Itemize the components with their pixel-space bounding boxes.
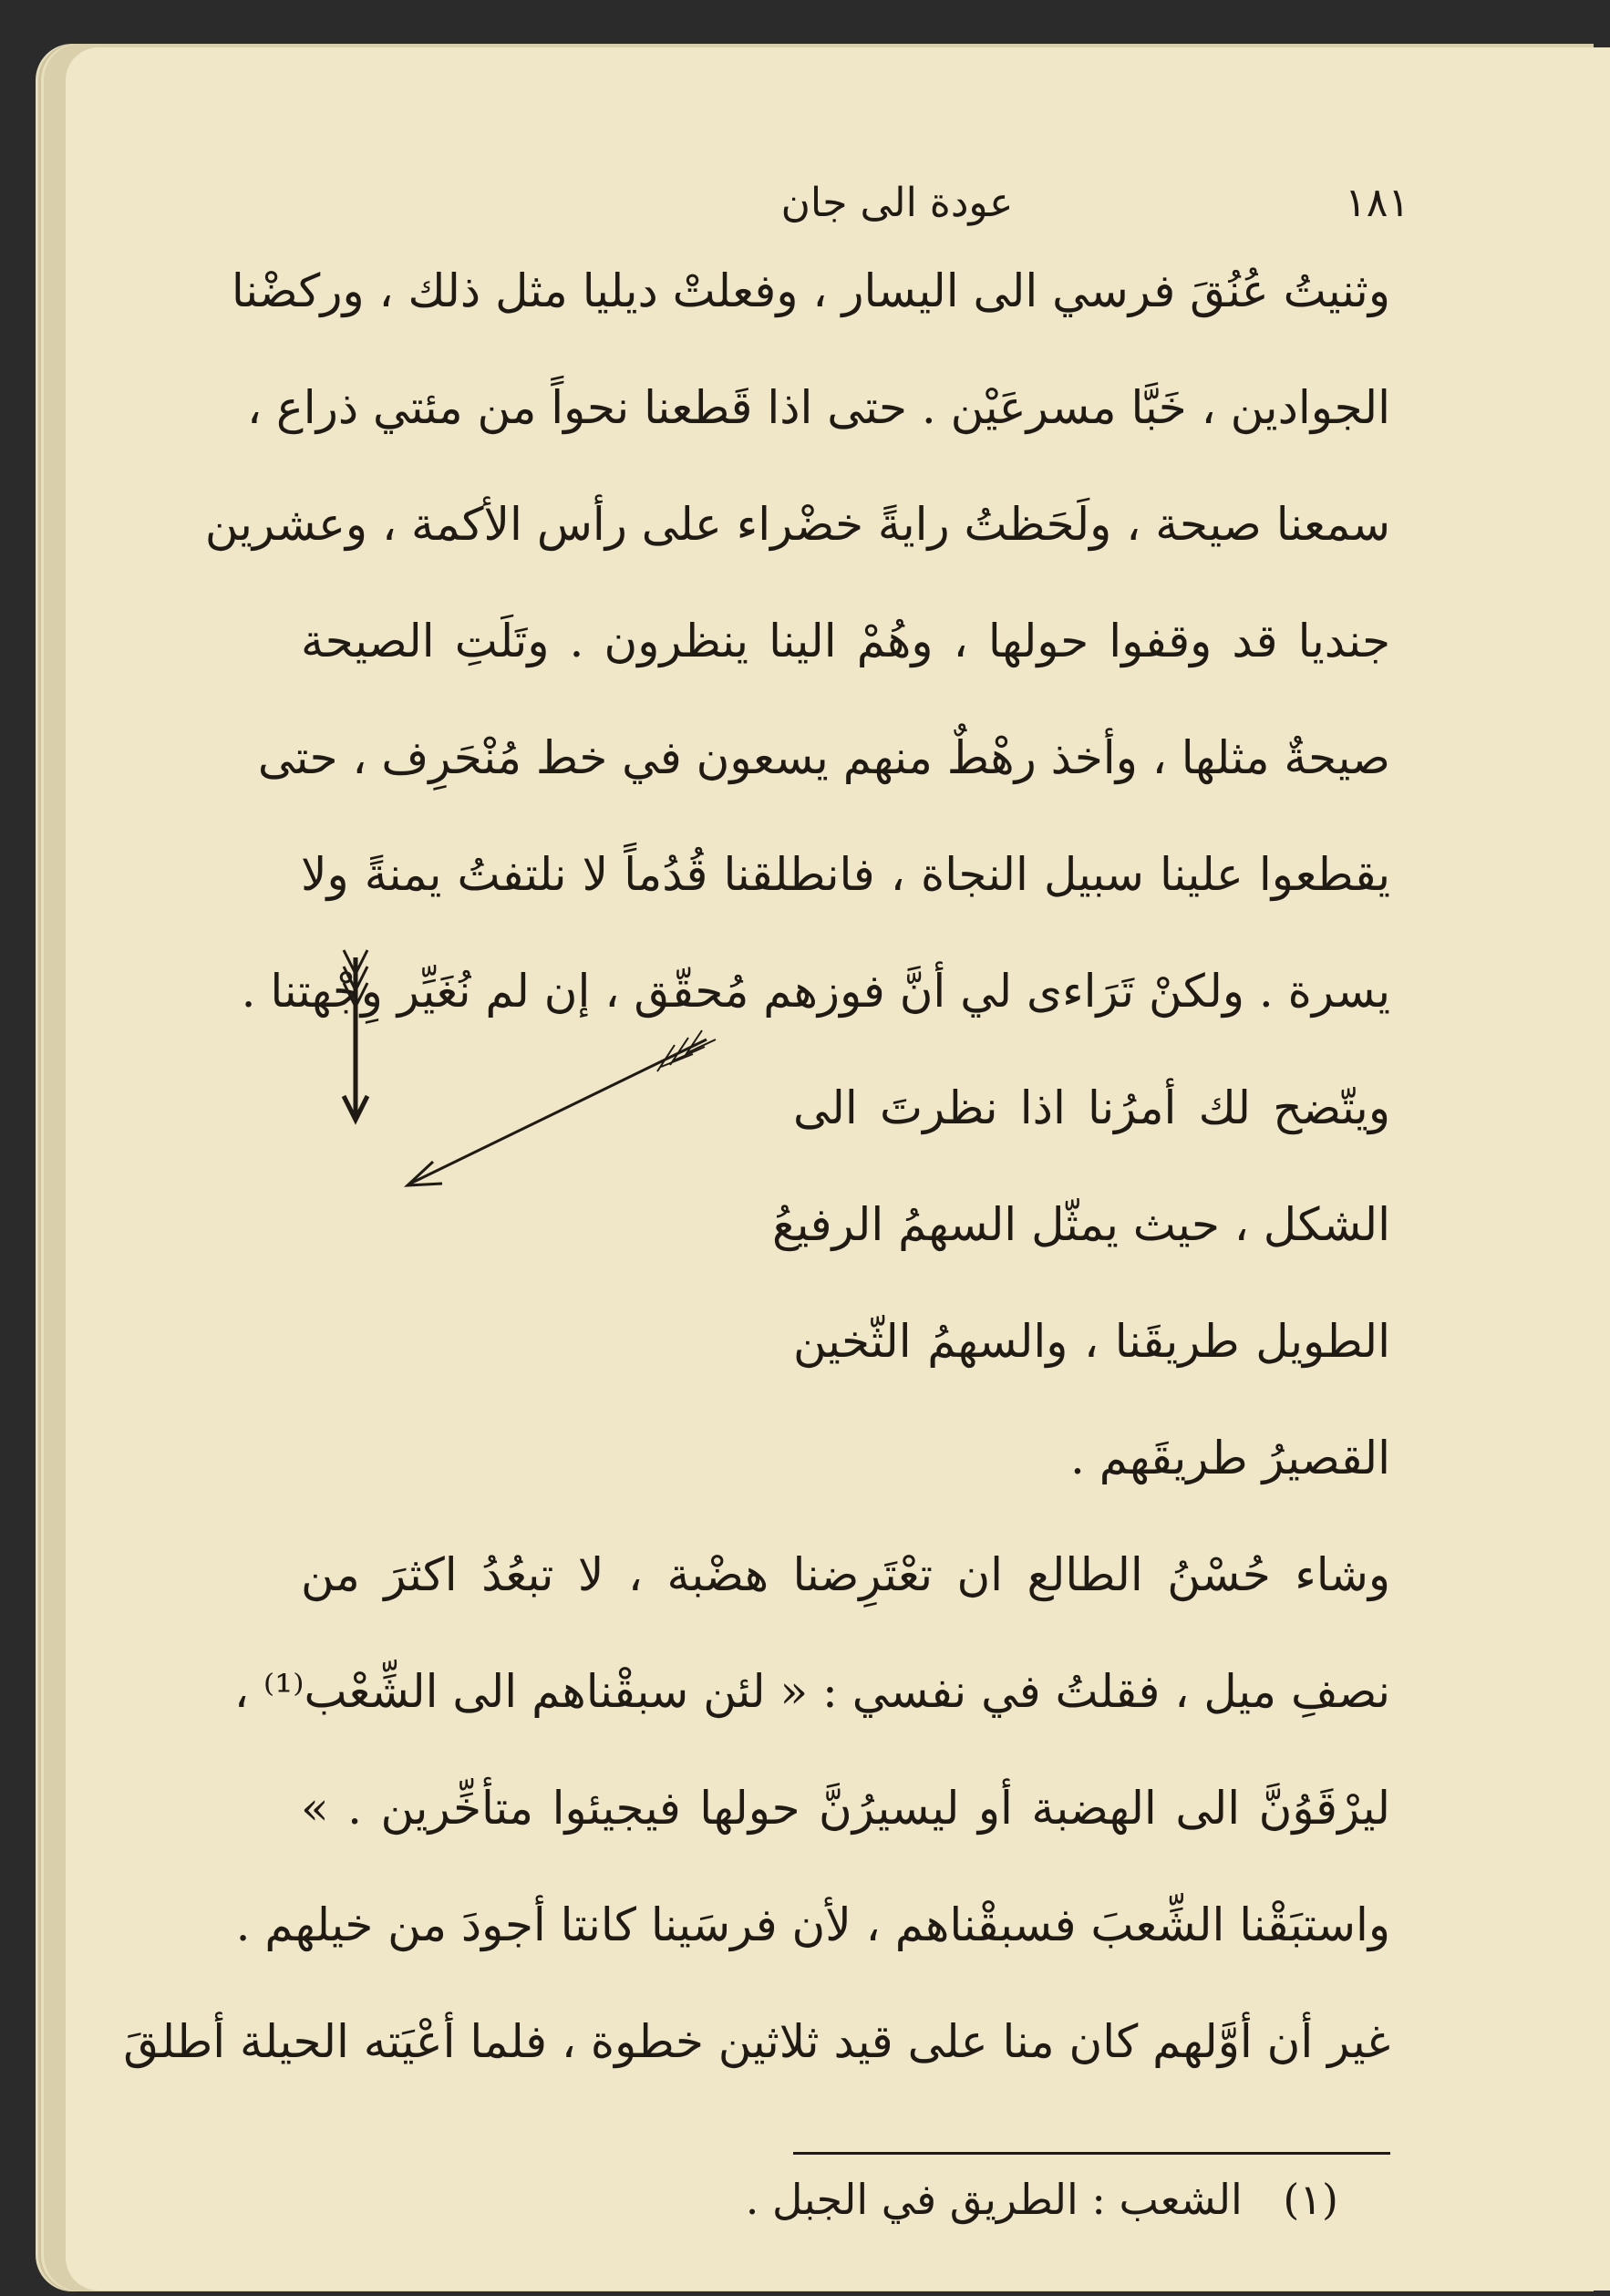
text-line: وشاء حُسْنُ الطالع ان تعْتَرِضنا هضْبة ، لا تبعُدُ اكثرَ من [301,1548,1390,1601]
text-line: الشكل ، حيث يمثّل السهمُ الرفيعُ [771,1198,1390,1251]
page-number: ١٨١ [1345,180,1409,226]
footnote-text: الشعب : الطريق في الجبل . [745,2175,1243,2224]
text-line: الطويل طريقَنا ، والسهمُ الثّخين [793,1315,1390,1368]
text-line: صيحةٌ مثلها ، وأخذ رهْطٌ منهم يسعون في خط مُنْحَرِف ، حتى [257,731,1390,784]
text-line: ويتّضح لك أمرُنا اذا نظرتَ الى [793,1081,1390,1134]
running-title: عودة الى جان [780,180,1014,226]
text-line: غير أن أوَّلهم كان منا على قيد ثلاثين خطوة ، فلما أعْيَته الحيلة أطلقَ [123,2015,1390,2068]
text-line: الجوادين ، خَبَّا مسرعَيْن . حتى اذا قَطعنا نحواً من مئتي ذراع ، [246,381,1390,434]
footnote-rule [793,2152,1390,2155]
footnote-marker: (١) [1283,2175,1338,2224]
text-line: نصفِ ميل ، فقلتُ في نفسي : « لئن سبقْناهم الى الشِّعْب⁽¹⁾ ، [233,1665,1390,1718]
text-line: وثنيتُ عُنُقَ فرسي الى اليسار ، وفعلتْ ديليا مثل ذلك ، وركضْنا [231,264,1390,317]
text-line: ليرْقَوُنَّ الى الهضبة أو ليسيرُنَّ حولها فيجيئوا متأخِّرين . » [301,1782,1390,1835]
short-thick-arrow-down-icon [344,950,367,1120]
long-thin-arrow-down-left-icon [408,1030,716,1185]
arrows-figure [324,939,743,1240]
text-line: يسرة . ولكنْ تَرَاءى لي أنَّ فوزهم مُحقّق ، إن لم نُغَيِّر وِجْهتنا . [241,965,1390,1018]
text-line: يقطعوا علينا سبيل النجاة ، فانطلقنا قُدُماً لا نلتفتُ يمنةً ولا [301,848,1390,901]
text-line: واستبَقْنا الشِّعبَ فسبقْناهم ، لأن فرسَينا كانتا أجودَ من خيلهم . [235,1898,1390,1951]
text-line: جنديا قد وقفوا حولها ، وهُمْ الينا ينظرون . وتَلَتِ الصيحة [301,615,1390,667]
text-line: سمعنا صيحة ، ولَحَظتُ رايةً خضْراء على رأس الأكمة ، وعشرين [204,498,1390,551]
footnote [746,2175,1338,2224]
text-line: القصيرُ طريقَهم . [1069,1432,1390,1484]
